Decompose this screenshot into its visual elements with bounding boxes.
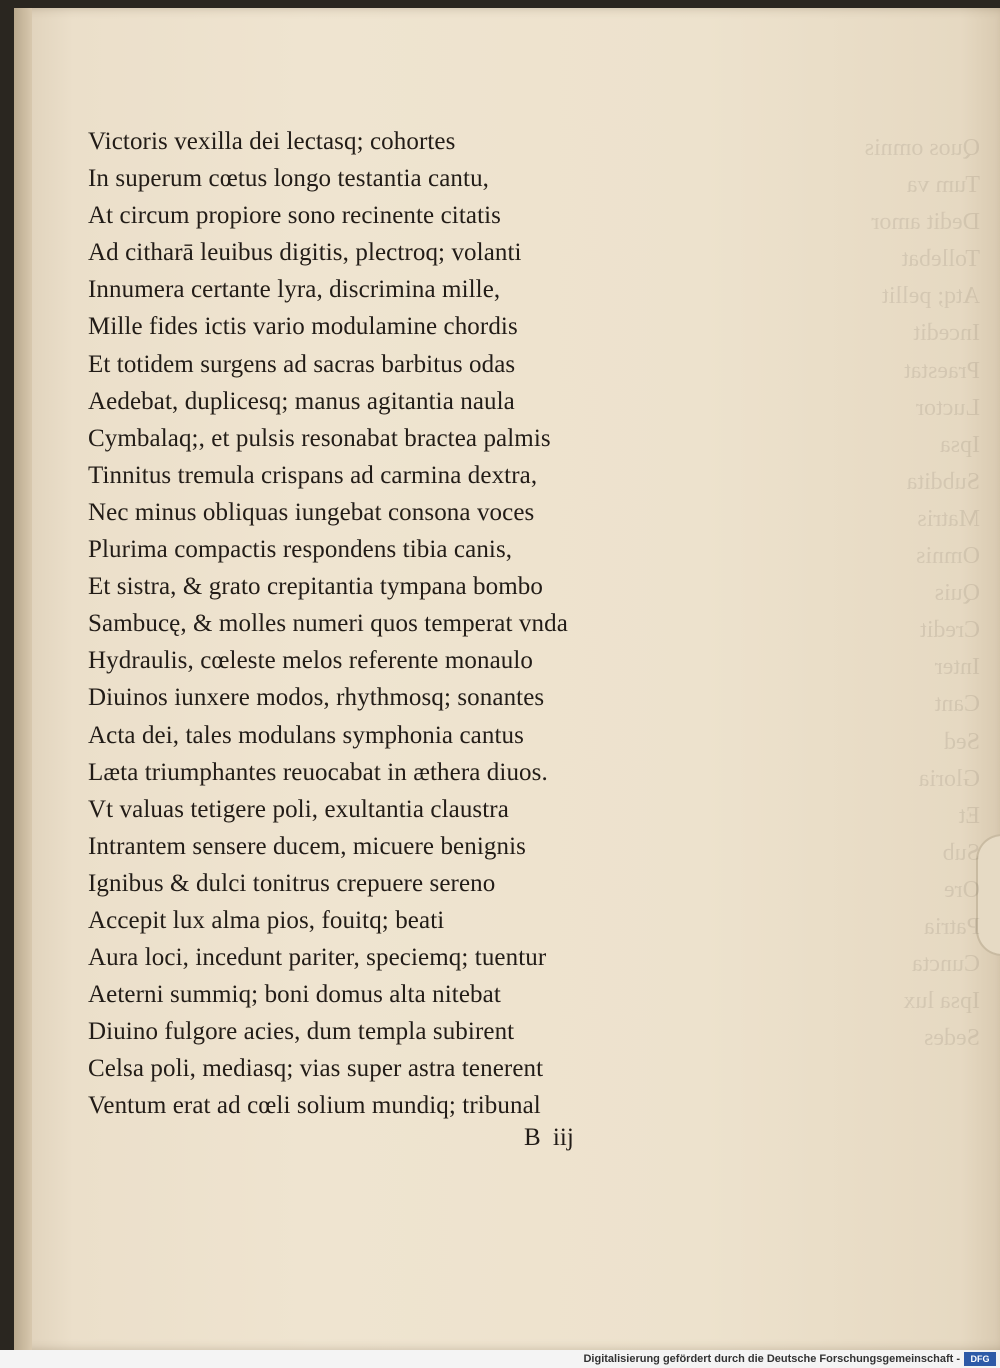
verse-line: Ignibus & dulci tonitrus crepuere sereno xyxy=(88,869,496,897)
bleed-through-line: Dedit amor xyxy=(871,209,980,236)
verse-line: Sambucę, & molles numeri quos temperat vnda xyxy=(88,610,568,638)
verse-line: Ventum erat ad cœli solium mundiq; tribunal xyxy=(88,1092,541,1120)
verse-line: Innumera certante lyra, discrimina mille, xyxy=(88,276,501,304)
bleed-through-line: Sed xyxy=(944,728,980,755)
verse-line: Celsa poli, mediasq; vias super astra tenerent xyxy=(88,1055,544,1083)
binding-gutter xyxy=(14,8,32,1350)
verse-line: In superum cœtus longo testantia cantu, xyxy=(88,165,490,193)
bleed-through-line: Quos omnis xyxy=(864,135,980,161)
verse-line: Læta triumphantes reuocabat in æthera diuos. xyxy=(88,758,548,786)
verse-line: Diuinos iunxere modos, rhythmosq; sonantes xyxy=(88,684,545,712)
signature-mark: B iij xyxy=(524,1124,574,1151)
verse-line: Tinnitus tremula crispans ad carmina dextra, xyxy=(88,461,538,489)
bleed-through-line: Gloria xyxy=(918,765,980,792)
bleed-through-line: Atq; pellit xyxy=(882,283,980,310)
verse-line: Mille fides ictis vario modulamine chordis xyxy=(88,313,518,341)
bleed-through-line: Luctor xyxy=(916,394,980,421)
verse-line: Plurima compactis respondens tibia canis, xyxy=(88,536,513,564)
bleed-through-line: Et xyxy=(958,802,980,829)
dfg-logo-icon: DFG xyxy=(964,1352,996,1366)
verse-line: Ad citharā leuibus digitis, plectroq; volanti xyxy=(88,239,522,267)
bleed-through-line: Incedit xyxy=(913,320,980,347)
bleed-through-text xyxy=(600,130,980,1150)
bleed-through-line: Sub xyxy=(942,839,980,866)
bleed-through-line: Cuncta xyxy=(912,951,980,978)
bleed-through-line: Tum va xyxy=(906,172,980,199)
verse-line: Cymbalaq;, et pulsis resonabat bractea palmis xyxy=(88,424,551,452)
bleed-through-line: Subdita xyxy=(906,468,980,495)
verse-line: Intrantem sensere ducem, micuere benignis xyxy=(88,832,526,860)
bleed-through-line: Sedes xyxy=(924,1025,980,1052)
bleed-through-line: Credit xyxy=(920,617,980,644)
bleed-through-line: Quis xyxy=(934,580,980,607)
verse-line: Hydraulis, cœleste melos referente monaulo xyxy=(88,647,534,675)
verse-line: Vt valuas tetigere poli, exultantia claustra xyxy=(88,795,509,823)
footer-bar xyxy=(0,1350,1000,1368)
bleed-through-line: Praestat xyxy=(904,357,980,384)
verse-line: Acta dei, tales modulans symphonia cantus xyxy=(88,721,524,749)
verse-line: Nec minus obliquas iungebat consona voces xyxy=(88,498,535,526)
verse-line: Et totidem surgens ad sacras barbitus odas xyxy=(88,350,516,378)
bleed-through-line: Patria xyxy=(924,913,980,940)
verse-line: Victoris vexilla dei lectasq; cohortes xyxy=(88,128,456,155)
bleed-through-line: Inter xyxy=(934,654,980,681)
poem-text-block xyxy=(88,123,648,1125)
bleed-through-line: Ore xyxy=(944,876,980,903)
verse-line: Aeterni summiq; boni domus alta nitebat xyxy=(88,981,501,1009)
verse-line: Accepit lux alma pios, fouitq; beati xyxy=(88,906,445,934)
verse-line: Aura loci, incedunt pariter, speciemq; tuentur xyxy=(88,944,547,972)
verse-line: Diuino fulgore acies, dum templa subirent xyxy=(88,1018,515,1046)
bleed-through-line: Ipsa xyxy=(940,431,980,458)
verse-line: Aedebat, duplicesq; manus agitantia naula xyxy=(88,387,515,415)
digitization-credit: Digitalisierung gefördert durch die Deutsche Forschungsgemeinschaft - xyxy=(583,1353,960,1365)
bleed-through-line: Tollebat xyxy=(901,246,980,273)
bleed-through-line: Omnis xyxy=(915,543,980,570)
verse-line: Et sistra, & grato crepitantia tympana bombo xyxy=(88,573,543,601)
bleed-through-line: Matris xyxy=(917,505,980,532)
bleed-through-line: Cant xyxy=(934,691,980,718)
bleed-through-line: Ipsa lux xyxy=(903,988,980,1015)
verse-line: At circum propiore sono recinente citatis xyxy=(88,202,501,230)
